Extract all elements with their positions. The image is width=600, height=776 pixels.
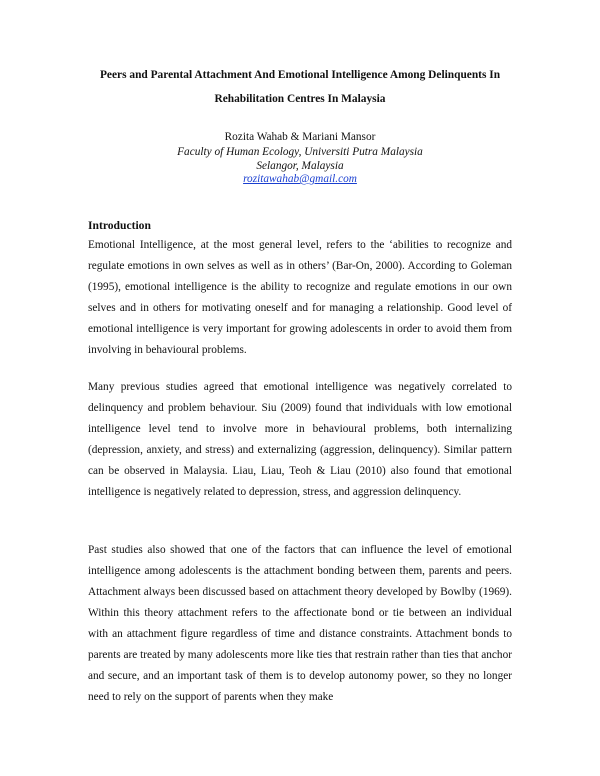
author-location: Selangor, Malaysia (256, 160, 344, 172)
author-affiliation: Faculty of Human Ecology, Universiti Putra Malaysia (177, 146, 423, 158)
paper-title-line-2: Rehabilitation Centres In Malaysia (214, 93, 386, 105)
section-heading-introduction: Introduction (88, 219, 151, 232)
author-email-link[interactable]: rozitawahab@gmail.com (243, 173, 357, 185)
paragraph-2: Many previous studies agreed that emotional intelligence was negatively correlated to delinquency and problem behaviour. Siu (2009) found that individuals with low emotional intelligence level tend to involve more in behavioural problems, both internalizing (depression, anxiety, and stress) and externalizing (aggression, delinquency). Similar pattern can be observed in Malaysia. Liau, Liau, Teoh & Liau (2010) also found that emotional intelligence is negatively related to depression, stress, and aggression delinquency. (88, 381, 512, 498)
paper-title-line-1: Peers and Parental Attachment And Emotional Intelligence Among Delinquents In (99, 69, 501, 81)
author-names: Rozita Wahab & Mariani Mansor (224, 131, 376, 143)
paragraph-1: Emotional Intelligence, at the most general level, refers to the ‘abilities to recognize and regulate emotions in own selves as well as in others’ (Bar-On, 2000). According to Goleman (1995), emotional intelligence is the ability to recognize and regulate emotions in our own selves and in others for motivating oneself and for managing a relationship. Good level of emotional intelligence is very important for growing adolescents in order to avoid them from involving in behavioural problems. (88, 239, 512, 356)
paragraph-3: Past studies also showed that one of the factors that can influence the level of emotional intelligence among adolescents is the attachment bonding between them, parents and peers. Attachment always been discussed based on attachment theory developed by Bowlby (1969). Within this theory attachment refers to the affectionate bond or tie between an individual with an attachment figure regardless of time and distance constraints. Attachment bonds to parents are treated by many adolescents more like ties that restrain rather than ties that anchor and secure, and an important task of them is to develop autonomy power, so they no longer need to rely on the support of parents when they make (88, 544, 512, 703)
